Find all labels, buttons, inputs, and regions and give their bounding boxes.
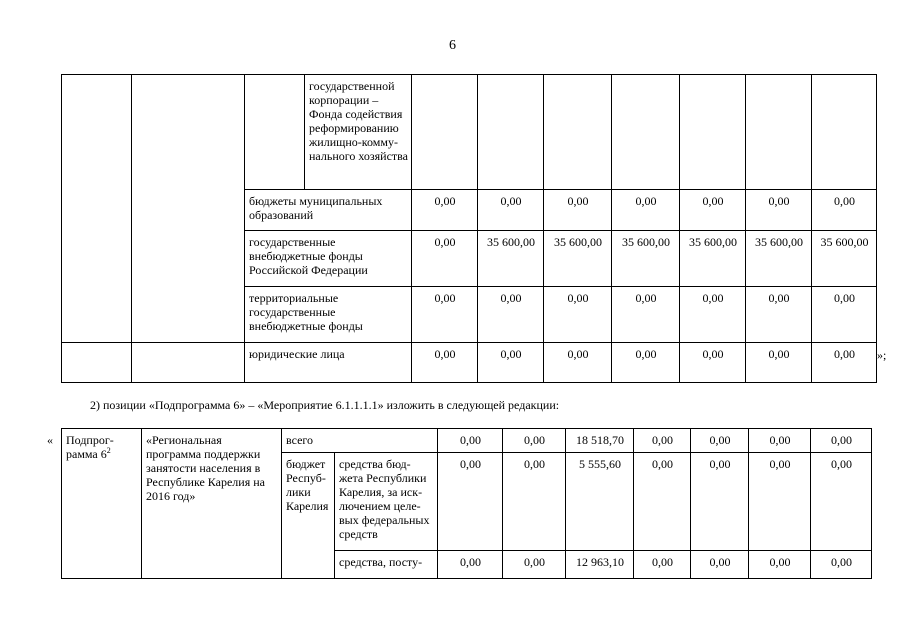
value-cell: 35 600,00 — [746, 231, 812, 287]
value-cell — [812, 75, 877, 190]
value-cell: 0,00 — [544, 190, 612, 231]
value-cell: 0,00 — [503, 551, 566, 579]
value-cell: 0,00 — [412, 231, 478, 287]
value-cell: 0,00 — [478, 190, 544, 231]
program-name: «Региональная программа поддержки занятости населения в Республике Карелия на 2016 год» — [142, 429, 282, 579]
value-cell: 0,00 — [691, 429, 749, 453]
value-cell: 0,00 — [749, 551, 811, 579]
empty-cell — [62, 343, 132, 383]
value-cell: 18 518,70 — [566, 429, 634, 453]
value-cell: 0,00 — [634, 551, 691, 579]
value-cell: 0,00 — [612, 190, 680, 231]
page-number: 6 — [449, 38, 456, 53]
value-cell — [412, 75, 478, 190]
value-cell: 0,00 — [612, 287, 680, 343]
value-cell: 0,00 — [438, 551, 503, 579]
opening-quote-mark: « — [47, 433, 53, 447]
financing-table-continued — [61, 74, 877, 383]
value-cell: 0,00 — [812, 287, 877, 343]
empty-cell — [62, 75, 132, 343]
value-cell: 0,00 — [544, 287, 612, 343]
empty-cell — [132, 75, 245, 343]
value-cell: 5 555,60 — [566, 453, 634, 551]
empty-cell — [132, 343, 245, 383]
value-cell: 0,00 — [811, 551, 872, 579]
value-cell: 35 600,00 — [680, 231, 746, 287]
value-cell: 0,00 — [478, 287, 544, 343]
table-row — [62, 75, 877, 190]
value-cell: 0,00 — [438, 453, 503, 551]
program-cell — [62, 429, 142, 579]
value-cell: 0,00 — [680, 190, 746, 231]
value-cell: 0,00 — [544, 343, 612, 383]
value-cell — [544, 75, 612, 190]
source-label: средства, посту- — [335, 551, 438, 579]
source-label: территориальные государственные внебюджетные фонды — [245, 287, 412, 343]
value-cell: 0,00 — [634, 453, 691, 551]
value-cell: 35 600,00 — [612, 231, 680, 287]
closing-quote-mark: »; — [877, 348, 887, 362]
value-cell — [746, 75, 812, 190]
value-cell: 0,00 — [680, 287, 746, 343]
value-cell: 0,00 — [811, 453, 872, 551]
value-cell: 0,00 — [438, 429, 503, 453]
source-label: государственные внебюджетные фонды Российской Федерации — [245, 231, 412, 287]
table-row — [62, 343, 877, 383]
empty-cell — [245, 75, 305, 190]
source-label: государственной корпорации – Фонда содействия реформированию жилищно-комму-нального хозяйства — [305, 75, 412, 190]
program-superscript: 2 — [106, 446, 111, 455]
table-row — [62, 429, 872, 453]
subprogram-table — [61, 428, 872, 579]
value-cell: 0,00 — [412, 343, 478, 383]
value-cell: 0,00 — [746, 190, 812, 231]
value-cell: 0,00 — [503, 429, 566, 453]
value-cell: 0,00 — [634, 429, 691, 453]
program-label: Подпрог-рамма 6 — [66, 433, 114, 461]
value-cell: 0,00 — [478, 343, 544, 383]
value-cell: 0,00 — [812, 190, 877, 231]
value-cell: 0,00 — [746, 343, 812, 383]
value-cell — [612, 75, 680, 190]
value-cell: 0,00 — [812, 343, 877, 383]
value-cell: 0,00 — [691, 453, 749, 551]
value-cell — [680, 75, 746, 190]
source-label: средства бюд-жета Республики Карелия, за иск-лючением целе-вых федеральных средств — [335, 453, 438, 551]
value-cell: 0,00 — [746, 287, 812, 343]
instruction-text: 2) позиции «Подпрограмма 6» – «Мероприятие 6.1.1.1.1» изложить в следующей редакции: — [90, 398, 560, 412]
value-cell: 0,00 — [749, 429, 811, 453]
value-cell: 0,00 — [691, 551, 749, 579]
value-cell: 0,00 — [612, 343, 680, 383]
budget-label: бюджет Респуб-лики Карелия — [282, 453, 335, 579]
value-cell — [478, 75, 544, 190]
value-cell: 0,00 — [680, 343, 746, 383]
value-cell: 35 600,00 — [812, 231, 877, 287]
value-cell: 35 600,00 — [478, 231, 544, 287]
value-cell: 12 963,10 — [566, 551, 634, 579]
source-label: бюджеты муниципальных образований — [245, 190, 412, 231]
total-label: всего — [282, 429, 438, 453]
source-label: юридические лица — [245, 343, 412, 383]
value-cell: 0,00 — [412, 287, 478, 343]
value-cell: 0,00 — [811, 429, 872, 453]
value-cell: 35 600,00 — [544, 231, 612, 287]
value-cell: 0,00 — [503, 453, 566, 551]
value-cell: 0,00 — [412, 190, 478, 231]
value-cell: 0,00 — [749, 453, 811, 551]
